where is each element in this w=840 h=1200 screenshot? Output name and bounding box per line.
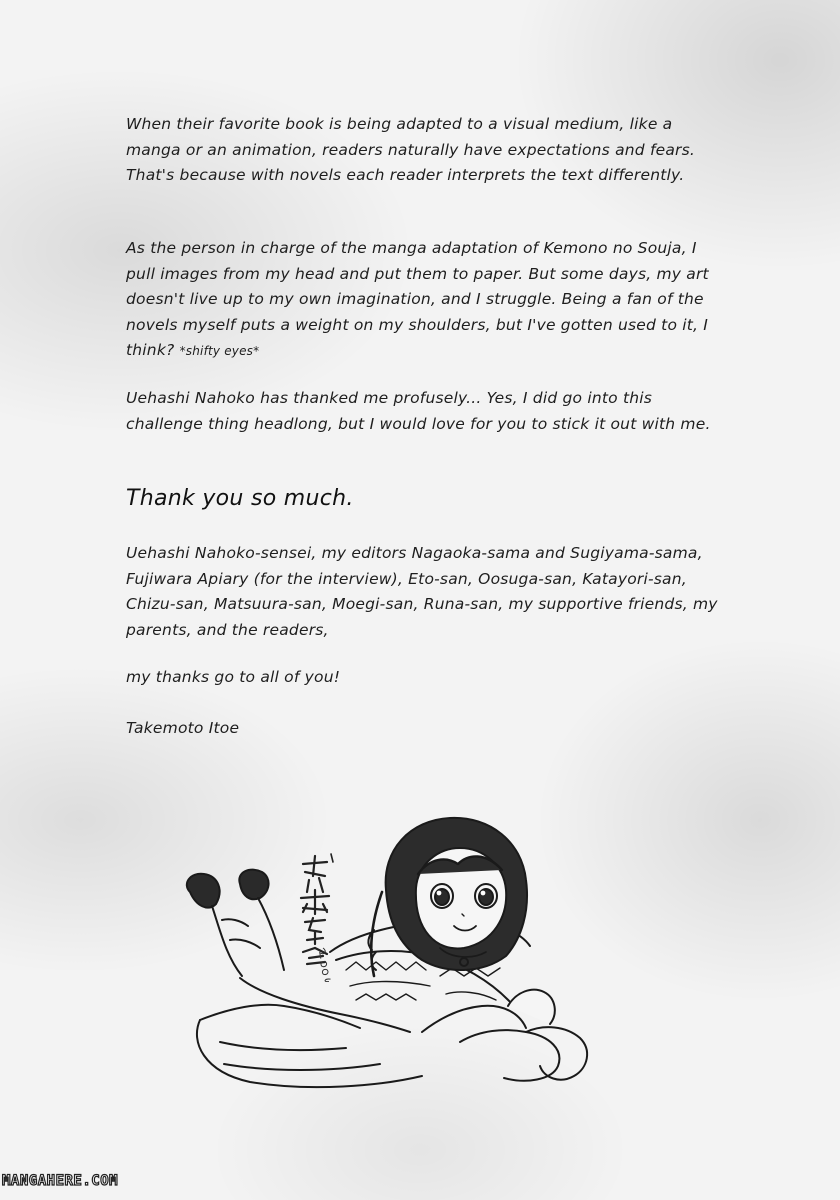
afterword-paragraph-2 [126, 236, 726, 365]
afterword-paragraph-1: When their favorite book is being adapted to a visual medium, like a manga or an animation, readers naturally have expectations and fears. That's because with novels each reader interprets the text differently. [126, 115, 696, 184]
afterword-paragraph-3: Uehashi Nahoko has thanked me profusely... Yes, I did go into this challenge thing headlong, but I would love for you to stick it out with me. [126, 389, 711, 433]
site-watermark: MANGAHERE.COM [2, 1173, 119, 1189]
closing-line: my thanks go to all of you! [126, 668, 341, 686]
girl-illustration [160, 780, 660, 1100]
acknowledgements-paragraph: Uehashi Nahoko-sensei, my editors Nagaoka-sama and Sugiyama-sama, Fujiwara Apiary (for the interview), Eto-san, Oosuga-san, Katayori-san, Chizu-san, Matsuura-san, Moegi-san, Runa-san, my supportive friends, my parents, and the readers, [126, 544, 718, 639]
afterword-paragraph-2-main: As the person in charge of the manga adaptation of Kemono no Souja, I pull images from my head and put them to paper. But some days, my art doesn't live up to my own imagination, and I struggle. Being a fan of the novels myself puts a weight on my shoulders, but I've gotten used to it, I think? [126, 239, 709, 359]
afterword-paragraph-2-aside: *shifty eyes* [179, 344, 260, 358]
thanks-heading: Thank you so much. [126, 486, 354, 511]
author-signature: Takemoto Itoe [126, 719, 240, 737]
